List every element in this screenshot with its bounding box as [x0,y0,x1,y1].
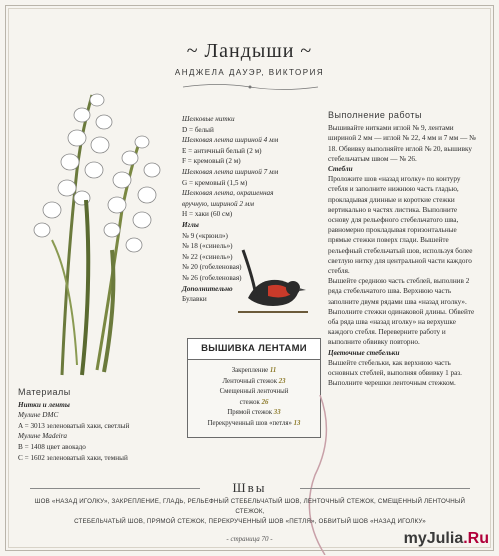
author-line: АНДЖЕЛА ДАУЭР, ВИКТОРИЯ [174,68,325,77]
ribbon-stitch-entry [188,366,320,377]
thread-a: A = 3013 зеленоватый хаки, светлый [18,421,130,430]
material-line: № 9 («крюил») [182,231,228,240]
threads-heading: Нитки и ленты [18,400,70,409]
material-line: Булавки [182,295,207,304]
ribbon-stitch-label: Закрепление [231,367,269,374]
ribbon-stitch-page: 33 [273,409,281,416]
material-line: № 26 (гобеленовая) [182,273,242,282]
ribbon-stitch-page: 11 [269,367,277,374]
materials-section [18,387,188,463]
instructions-intro: Вышивайте нитками иглой № 9, лентами шириной 2 мм — иглой № 22, 4 мм и 7 мм — № 18. Обвивку выполняйте иглой № 20, вышивку стебельчатым швом — № 26. [328,124,476,163]
brand-madeira: Мулине Madeira [18,432,68,441]
ribbon-stitch-label: Смещенный ленточный [219,388,289,395]
stems-heading: Стебли [328,165,353,174]
materials-list [182,114,322,305]
materials-heading: Материалы [18,387,71,397]
ribbon-stitch-label: стежок [239,398,260,406]
material-line: Шелковая лента, окрашенная [182,189,274,198]
instructions-heading: Выполнение работы [328,110,422,120]
material-line: Дополнительно [182,284,233,293]
ribbon-box-title: ВЫШИВКА ЛЕНТАМИ [187,338,321,360]
ribbon-stitch-page: 26 [261,398,269,406]
stitches-line-1: ШОВ «НАЗАД ИГОЛКУ», ЗАКРЕПЛЕНИЕ, ГЛАДЬ, РЕЛЬЕФНЫЙ СТЕБЕЛЬЧАТЫЙ ШОВ, ЛЕНТОЧНЫЙ СТЕЖОК, СМЕЩЕННЫЙ ЛЕНТОЧНЫЙ СТЕЖОК, [34,498,466,515]
flower-stems-text: Вышейте стебельки, как верхнюю часть основных стеблей, выполняя обвивку 1 раз. Выполните черешки ленточным стежком. [328,358,462,388]
instructions-column [328,110,478,388]
stems-text-2: Вышейте среднюю часть стеблей, выполнив 2 ряда стебельчатого шва. Верхнюю часть заполните двумя рядами шва «назад иголку». Выполните стежки одинаковой длины. Обвейте оба ряда шва «назад иголку» на верхушке каждого стебля. Переверните работу и выполните обвивку повторно. [328,277,475,347]
page-title: ~ Ландыши ~ [186,40,313,62]
stitches-heading: Швы [232,480,267,495]
stitches-list [20,497,480,527]
material-line: H = хаки (60 см) [182,210,233,219]
material-line: F = кремовый (2 м) [182,157,241,166]
flower-stems-heading: Цветочные стебельки [328,348,400,357]
thread-b: B = 1408 цвет авокадо [18,442,86,451]
lily-of-the-valley-illustration [22,80,172,380]
page-number: - страница 70 - [226,535,273,543]
material-line: вручную, шириной 2 мм [182,199,254,208]
watermark-main: myJulia [403,530,464,547]
ribbon-stitch-page: 13 [293,419,301,427]
material-line: E = античный белый (2 м) [182,146,262,155]
material-line: D = белый [182,125,214,134]
material-line: Шелковая лента шириной 4 мм [182,136,279,145]
brand-dmc: Мулине DMC [18,411,59,420]
thread-c: C = 1602 зеленоватый хаки, темный [18,453,128,462]
stems-text: Проложите шов «назад иголку» по контуру стебля и заполните нижнюю часть гладью, прокладывая длинные и короткие стежки вертикально в частях листика. Выполните основу для рельефного стебельчатого шва, равномерно прокладывая горизонтальные прямые стежки поверх глади. Вышейте рельефный стебельчатый шов, используя более светлую нитку для центральной части каждого стебля. [328,175,473,276]
material-line: Шелковая лента шириной 7 мм [182,167,279,176]
title-ornament [178,82,323,92]
material-line: G = кремовый (1,5 м) [182,178,248,187]
material-line: Иглы [182,220,199,229]
ribbon-stitch-label: Прямой стежок [227,409,273,416]
decorative-ribbon [300,395,340,555]
ribbon-stitch-entry [188,377,320,388]
material-line: № 18 («синель») [182,242,233,251]
material-line: № 22 («синель») [182,252,233,261]
watermark-accent: .Ru [463,530,489,547]
material-line: Шелковые нитки [182,115,235,123]
site-watermark [404,530,489,548]
ribbon-stitch-label: Ленточный стежок [222,377,277,385]
material-line: № 20 (гобеленовая) [182,263,242,272]
ribbon-stitch-page: 23 [278,377,286,385]
ribbon-stitch-label: Перекрученный шов «петля» [207,419,292,427]
stitches-line-2: СТЕБЕЛЬЧАТЫЙ ШОВ, ПРЯМОЙ СТЕЖОК, ПЕРЕКРУЧЕННЫЙ ШОВ «ПЕТЛЯ», ОБВИТЫЙ ШОВ «НАЗАД ИГОЛКУ» [74,518,426,525]
